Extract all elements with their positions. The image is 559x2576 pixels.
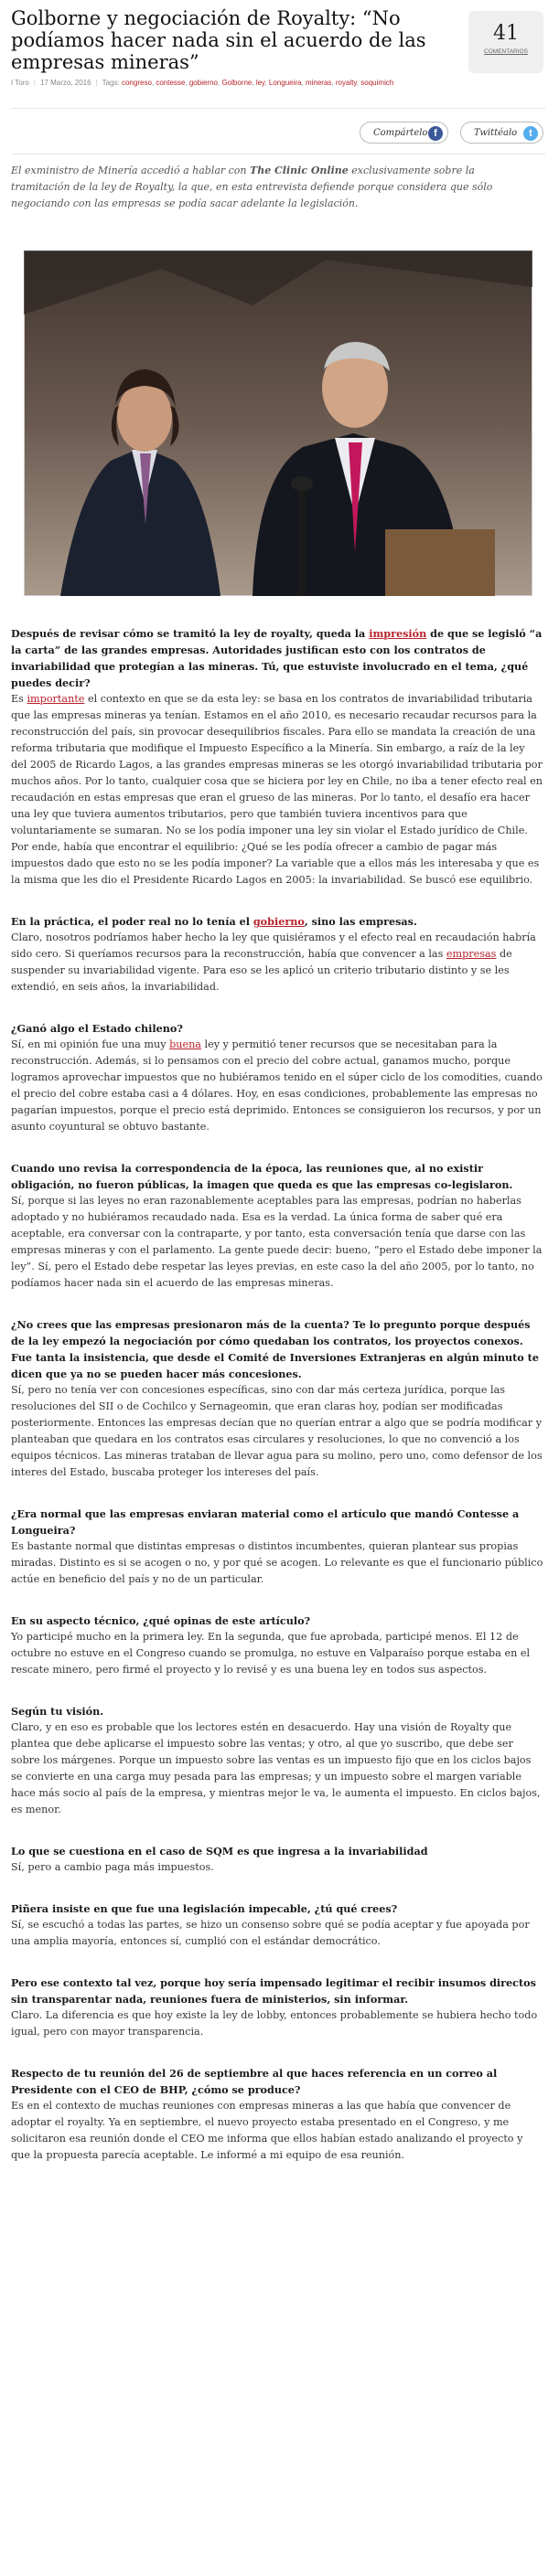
- intro-outlet: The Clinic Online: [250, 165, 349, 176]
- intro-text: El exministro de Minería accedió a hablar con: [11, 165, 251, 176]
- answer: [11, 1193, 543, 1292]
- answer: [11, 930, 543, 995]
- tag-list: congreso, contesse, gobierno, Golborne, ley, Longueira, mineras, royalty, soquimich: [121, 79, 394, 87]
- question: [11, 1613, 543, 1629]
- tag-link[interactable]: Longueira: [268, 79, 302, 87]
- inline-link[interactable]: importante: [27, 693, 85, 705]
- inline-link[interactable]: impresión: [369, 627, 427, 640]
- twitter-share-label: Twittéalo: [474, 128, 518, 138]
- text-run: Respecto de tu reunión del 26 de septiembre al que haces referencia en un correo al Presidente con el CEO de BHP, ¿cómo se produce?: [11, 2067, 498, 2096]
- question: [11, 1900, 543, 1917]
- question: [11, 1506, 543, 1538]
- interview-body: [11, 625, 543, 2188]
- question: [11, 2065, 543, 2098]
- question: [11, 1703, 543, 1719]
- text-run: Sí, pero a cambio paga más impuestos.: [11, 1861, 214, 1873]
- tag-link[interactable]: congreso: [121, 79, 152, 87]
- question: [11, 1160, 543, 1193]
- divider: [11, 108, 545, 109]
- text-run: Claro, y en eso es probable que los lectores estén en desacuerdo. Hay una visión de Royalty que plantea que debe aplicarse el impuesto sobre las ventas; y otro, al que yo suscribo, que debe ser sobre los márgenes. Porque un impuesto sobre las ventas es un impuesto fijo que en los ciclos bajos se convierte en una carga muy pesada para las empresas; y un impuesto sobre el margen variable hace más socio al país de la empresa, y mientras mejor le va, le aumenta el impuesto. En ciclos bajos, es menor.: [11, 1721, 541, 1815]
- qa-block: [11, 1160, 543, 1292]
- text-run: Sí, porque si las leyes no eran razonablemente aceptables para las empresas, podrían no haberlas adoptado y no hubiéramos recaudado nada. Esa es la verdad. La única forma de saber qué era aceptable, era conversar con la contraparte, y por tanto, esta conversación tenía que darse con las empresas mineras y con el parlamento. La gente puede decir: bueno, “pero el Estado debe imponer la ley”. Sí, pero el Estado debe respetar las leyes previas, en este caso la del año 2005, por lo tanto, no podíamos hacer nada sin el acuerdo de las empresas mineras.: [11, 1195, 543, 1289]
- text-run: Pero ese contexto tal vez, porque hoy sería impensado legitimar el recibir insumos directos sin transparentar nada, reuniones fuera de ministerios, sin informar.: [11, 1976, 536, 2006]
- comments-link[interactable]: COMENTARIOS: [484, 48, 528, 55]
- qa-block: [11, 1975, 543, 2040]
- tag-link[interactable]: soquimich: [360, 79, 394, 87]
- article-meta: I Toro | 17 Marzo, 2016 | Tags: congreso, contesse, gobierno, Golborne, ley, Longueira, mineras, royalty, soquimich: [11, 79, 394, 87]
- question: [11, 1020, 543, 1037]
- qa-block: [11, 1900, 543, 1950]
- author-link[interactable]: I Toro: [11, 79, 29, 87]
- tag-link[interactable]: contesse: [156, 79, 186, 87]
- answer: [11, 1538, 543, 1588]
- text-run: , sino las empresas.: [304, 915, 417, 928]
- answer: [11, 691, 543, 889]
- tag-link[interactable]: royalty: [335, 79, 357, 87]
- text-run: Cuando uno revisa la correspondencia de la época, las reuniones que, al no existir obligación, no fueron públicas, la imagen que queda es que las empresas co-legislaron.: [11, 1162, 513, 1191]
- text-run: Es bastante normal que distintas empresas o distintos incumbentes, quieran plantear sus propias miradas. Distinto es si se acogen o no, y por qué se acogen. Lo relevante es que el funcionario público actúe en beneficio del país y no de un particular.: [11, 1540, 543, 1585]
- qa-block: [11, 913, 543, 995]
- qa-block: [11, 1506, 543, 1588]
- question: [11, 1316, 543, 1382]
- text-run: Sí, se escuchó a todas las partes, se hizo un consenso sobre qué se podía aceptar y fue apoyada por una amplia mayoría, entonces sí, cumplió con el estándar democrático.: [11, 1919, 530, 1947]
- answer: [11, 1917, 543, 1950]
- text-run: Es: [11, 693, 27, 705]
- text-run: Claro, nosotros podríamos haber hecho la ley que quisiéramos y el efecto real en recaudación habría sido cero. Si queríamos recursos para la reconstrucción, había que convencer a las: [11, 931, 536, 960]
- qa-block: [11, 2065, 543, 2164]
- answer: [11, 2098, 543, 2164]
- text-run: Yo participé mucho en la primera ley. En la segunda, que fue aprobada, participé menos. El 12 de octubre no estuve en el Congreso cuando se promulga, no estuve en Valparaíso porque estaba en el rescate minero, pero firmé el proyecto y lo revisé y es una buena ley en todos sus aspectos.: [11, 1631, 531, 1676]
- qa-block: [11, 1843, 543, 1876]
- text-run: Lo que se cuestiona en el caso de SQM es que ingresa a la invariabilidad: [11, 1845, 428, 1857]
- tag-link[interactable]: Golborne: [221, 79, 253, 87]
- text-run: En la práctica, el poder real no lo tenía el: [11, 915, 253, 928]
- inline-link[interactable]: empresas: [446, 948, 497, 960]
- text-run: el contexto en que se da esta ley: se basa en los contratos de invariabilidad tributaria que las empresas mineras ya tenían. Estamos en el año 2010, es necesario recaudar recursos para la reconstrucción del país, sin provocar desequilibrios fiscales. Para ello se mandata la creación de una reforma tributaria que modifique el Impuesto Específico a la Minería. Sin embargo, a raíz de la ley del 2005 de Ricardo Lagos, a las grandes empresas mineras se les otorgó invariabilidad tributaria por muchos años. Por lo tanto, cualquier cosa que se hiciera por ley en Chile, no iba a tener efecto real en recaudación en estas empresas que eran el grueso de las mineras. Por lo tanto, el desafío era hacer una ley que tuviera aumentos tributarios, pero que también tuviera incentivos para que voluntariamente se sumaran. No se los podía imponer una ley sin violar el Estado jurídico de Chile. Por ende, había que encontrar el equilibrio: ¿Qué se les podía ofrecer a cambio de pagar más impuestos dado que esto no se les podía imponer? La variable que a ellos más les interesaba y que es la misma que les dio el Presidente Ricardo Lagos en 2005: la invariabilidad. Se buscó ese equilibrio.: [11, 693, 543, 886]
- facebook-share-button[interactable]: [360, 122, 448, 144]
- text-run: ¿No crees que las empresas presionaron más de la cuenta? Te lo pregunto porque después de la ley empezó la negociación por cómo quedaban los contratos, los proyectos conexos. Fue tanta la insistencia, que desde el Comité de Inversiones Extranjeras en algún minuto te dicen que ya no se pueden hacer más concesiones.: [11, 1318, 539, 1380]
- question: [11, 1843, 543, 1859]
- text-run: Después de revisar cómo se tramitó la ley de royalty, queda la: [11, 627, 370, 640]
- intro-text: exclusivamente sobre la tramitación de la ley de Royalty, la que, en esta entrevista defiende porque considera que sólo negociando con las empresas se podía sacar adelante la legislación.: [11, 165, 493, 209]
- answer: [11, 1719, 543, 1818]
- text-run: ley y permitió tener recursos que se necesitaban para la reconstrucción. Además, si lo pensamos con el precio del cobre actual, ganamos mucho, porque logramos aprovechar impuestos que no hubiéramos tenido en el súper ciclo de los comodities, cuando el precio del cobre estaba casi a 4 dólares. Hoy, en esas condiciones, probablemente las empresas no pagarían impuestos, porque el precio está deprimido. Entonces se consiguieron los recursos, y por un asunto coyuntural se obtuvo bastante.: [11, 1038, 543, 1133]
- answer: [11, 1037, 543, 1135]
- qa-block: [11, 1613, 543, 1678]
- qa-block: [11, 1020, 543, 1135]
- article-header: [11, 7, 450, 87]
- comment-count: 41: [493, 22, 519, 45]
- tag-link[interactable]: ley: [255, 79, 265, 87]
- comments-badge[interactable]: [468, 11, 543, 73]
- article-title: Golborne y negociación de Royalty: “No podíamos hacer nada sin el acuerdo de las empresas mineras”: [11, 7, 426, 73]
- inline-link[interactable]: gobierno: [253, 915, 305, 928]
- text-run: Sí, en mi opinión fue una muy: [11, 1038, 170, 1050]
- article-intro: [11, 163, 523, 212]
- text-run: Según tu visión.: [11, 1705, 104, 1718]
- text-run: Claro. La diferencia es que hoy existe la ley de lobby, entonces probablemente se hubiera hecho todo igual, pero con mayor transparencia.: [11, 2009, 538, 2038]
- twitter-icon: t: [523, 126, 538, 141]
- question: [11, 1975, 543, 2007]
- answer: [11, 2007, 543, 2040]
- facebook-share-label: Compártelo: [373, 128, 428, 138]
- tags-label: Tags:: [102, 79, 120, 87]
- text-run: ¿Era normal que las empresas enviaran material como el artículo que mandó Contesse a Longueira?: [11, 1507, 520, 1537]
- twitter-share-button[interactable]: [460, 122, 543, 144]
- publish-date: 17 Marzo, 2016: [39, 79, 91, 87]
- answer: [11, 1629, 543, 1678]
- text-run: ¿Ganó algo el Estado chileno?: [11, 1022, 183, 1035]
- text-run: de suspender su invariabilidad vigente. Para eso se les aplicó un criterio tributario distinto y se les extendió, en seis años, la invariabilidad.: [11, 948, 512, 993]
- answer: [11, 1382, 543, 1481]
- question: [11, 625, 543, 691]
- tag-link[interactable]: mineras: [305, 79, 332, 87]
- inline-link[interactable]: buena: [169, 1038, 201, 1050]
- answer: [11, 1859, 543, 1876]
- qa-block: [11, 1703, 543, 1818]
- question: [11, 913, 543, 930]
- text-run: Sí, pero no tenía ver con concesiones específicas, sino con dar más certeza jurídica, porque las resoluciones del SII o de Cochilco y Sernageomin, que eran claras hoy, podían ser modificadas posteriormente. Entonces las empresas decían que no querían entrar a algo que se podría modificar y planteaban que quedara en los contratos esas circulares y resoluciones, lo que no convenció a los equipos técnicos. Las mineras trataban de llevar agua para su molino, pero uno, como defensor de los interes del Estado, buscaba proteger los intereses del país.: [11, 1384, 543, 1478]
- text-run: Es en el contexto de muchas reuniones con empresas mineras a las que había que convencer de adoptar el royalty. Ya en septiembre, el nuevo proyecto estaba presentado en el Congreso, y me solicitaron esa reunión donde el CEO me informa que ellos habían estado analizando el proyecto y que la propuesta parecía aceptable. Le informé a mi equipo de esa reunión.: [11, 2100, 523, 2161]
- tag-link[interactable]: gobierno: [188, 79, 218, 87]
- qa-block: [11, 625, 543, 889]
- facebook-icon: f: [428, 126, 443, 141]
- qa-block: [11, 1316, 543, 1481]
- photo-illustration: [24, 250, 532, 596]
- text-run: de que se legisló “a la carta” de las grandes empresas. Autoridades justifican esto con los contratos de invariabilidad que protegían a las mineras. Tú, que estuviste involucrado en el tema, ¿qué puedes decir?: [11, 627, 543, 689]
- text-run: Piñera insiste en que fue una legislación impecable, ¿tú qué crees?: [11, 1902, 398, 1915]
- article-photo: [24, 250, 532, 596]
- text-run: En su aspecto técnico, ¿qué opinas de este artículo?: [11, 1614, 311, 1627]
